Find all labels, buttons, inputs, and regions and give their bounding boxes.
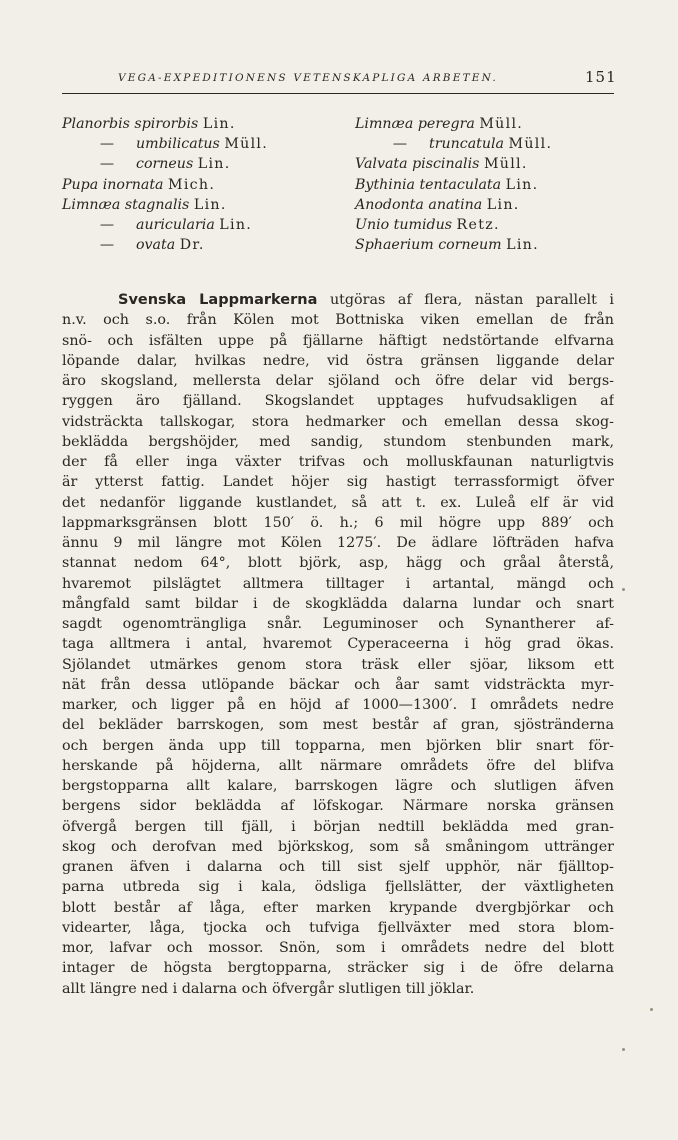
species-list-left: [62, 114, 268, 255]
text-line: öfvergå bergen till fjäll, i början nedtill beklädda med gran-: [62, 818, 614, 835]
species-name: Limnæa stagnalis: [62, 196, 190, 213]
paper-speck: [622, 1048, 625, 1051]
species-name: corneus: [136, 156, 194, 173]
species-author: Lin.: [219, 216, 253, 233]
ditto-dash: —: [99, 136, 115, 153]
text-line: bergstopparna allt kalare, barrskogen lägre och slutligen äfven: [62, 778, 614, 794]
species-author: Lin.: [506, 237, 539, 254]
ditto-dash: —: [99, 156, 115, 173]
species-author: Lin.: [197, 156, 231, 173]
species-entry: [62, 154, 268, 174]
text-line: är ytterst fattig. Landet höjer sig hastigt terrassformigt öfver: [62, 474, 614, 491]
text-line: och bergen ända upp till topparna, men björken blir snart för-: [62, 737, 614, 754]
text-line: sagdt ogenomträngliga snår. Leguminoser och Synantherer af-: [62, 616, 614, 632]
text-line: Sjölandet utmärkes genom stora träsk eller sjöar, liksom ett: [62, 656, 614, 673]
text-line: ryggen äro fjälland. Skogslandet upptages hufvudsakligen af: [62, 393, 614, 410]
species-author: Mich.: [168, 176, 216, 193]
species-author: Müll.: [508, 136, 553, 153]
species-entry: [62, 134, 268, 154]
first-line-text: utgöras af flera, nästan parallelt i: [329, 292, 614, 308]
text-line: beklädda bergshöjder, med sandig, stundom stenbunden mark,: [62, 433, 614, 450]
text-line: blott består af låga, efter marken krypande dvergbjörkar och: [62, 899, 614, 916]
ditto-dash: —: [392, 136, 408, 153]
species-name: ovata: [136, 237, 176, 254]
species-name: auricularia: [136, 216, 215, 233]
text-line: stannat nedom 64°, blott björk, asp, hägg och gråal återstå,: [62, 555, 614, 572]
species-author: Dr.: [179, 237, 205, 254]
species-name: Unio tumidus: [355, 216, 453, 233]
species-entry: [355, 134, 552, 154]
text-line: det nedanför liggande kustlandet, så att t. ex. Luleå elf är vid: [62, 494, 614, 511]
text-line: skog och derofvan med björkskog, som så småningom uttränger: [62, 838, 614, 855]
text-line: nät från dessa utlöpande bäckar och åar samt vidsträckta myr-: [62, 676, 614, 693]
text-line: snö- och isfälten uppe på fjällarne häftigt nedstörtande elfvarna: [62, 332, 614, 349]
species-entry: [62, 235, 268, 255]
species-entry: [355, 154, 552, 174]
text-line: lappmarksgränsen blott 150′ ö. h.; 6 mil högre upp 889′ och: [62, 514, 614, 531]
species-entry: [62, 215, 268, 235]
species-name: Planorbis spirorbis: [62, 116, 199, 132]
species-author: Lin.: [486, 196, 520, 213]
species-entry: [355, 175, 552, 195]
text-line: videarter, låga, tjocka och tufviga fjellväxter med stora blom-: [62, 919, 614, 936]
text-line: parna utbreda sig i kala, ödsliga fjellslätter, der växtligheten: [62, 879, 614, 896]
text-line: granen äfven i dalarna och till sist sjelf upphör, när fjälltop-: [62, 859, 614, 875]
text-line: hvaremot pilslägtet alltmera tilltager i artantal, mängd och: [62, 575, 614, 592]
species-author: Retz.: [456, 216, 500, 233]
text-line: herskande på höjderna, allt närmare områdets öfre del blifva: [62, 757, 614, 774]
paper-speck: [622, 588, 625, 591]
species-author: Müll.: [224, 136, 269, 153]
text-line: der få eller inga växter trifvas och molluskfaunan naturligtvis: [62, 454, 614, 470]
species-author: Müll.: [483, 156, 528, 173]
text-line: äro skogsland, mellersta delar sjöland och öfre delar vid bergs-: [62, 373, 614, 389]
species-entry: [355, 235, 552, 255]
text-line: n.v. och s.o. från Kölen mot Bottniska viken emellan de från: [62, 312, 614, 329]
species-list-right: [355, 114, 552, 255]
species-entry: [62, 195, 268, 215]
species-name: truncatula: [429, 136, 504, 153]
paper-speck: [650, 1008, 653, 1011]
section-heading: Svenska Lappmarkerna: [118, 292, 318, 308]
species-entry: [62, 114, 268, 134]
text-line: del bekläder barrskogen, som mest består af gran, sjöstränderna: [62, 717, 614, 734]
ditto-dash: —: [99, 237, 115, 254]
text-line: mångfald samt bildar i de skogklädda dalarna lundar och snart: [62, 595, 614, 612]
paragraph-first-line: [62, 290, 614, 310]
species-author: Müll.: [479, 116, 524, 132]
text-line: löpande dalar, hvilkas nedre, vid östra gränsen liggande delar: [62, 352, 614, 369]
species-author: Lin.: [193, 196, 227, 213]
header-rule: [62, 93, 614, 94]
species-name: Sphaerium corneum: [355, 237, 502, 254]
species-name: Valvata piscinalis: [355, 156, 480, 173]
species-entry: [62, 175, 268, 195]
species-entry: [355, 195, 552, 215]
ditto-dash: —: [99, 216, 115, 233]
text-line: mor, lafvar och mossor. Snön, som i områdets nedre del blott: [62, 940, 614, 956]
species-author: Lin.: [202, 116, 236, 132]
text-line: ännu 9 mil längre mot Kölen 1275′. De ädlare löfträden hafva: [62, 535, 614, 551]
species-name: umbilicatus: [136, 136, 220, 153]
species-name: Pupa inornata: [62, 176, 164, 193]
species-name: Limnæa peregra: [355, 116, 475, 132]
running-header: VEGA-EXPEDITIONENS VETENSKAPLIGA ARBETEN.: [118, 72, 498, 84]
species-entry: [355, 215, 552, 235]
text-line: allt längre ned i dalarna och öfvergår slutligen till jöklar.: [62, 980, 475, 997]
text-line: marker, och ligger på en höjd af 1000—1300′. I områdets nedre: [62, 697, 614, 713]
species-author: Lin.: [505, 176, 539, 193]
text-line: bergens sidor beklädda af löfskogar. Närmare norska gränsen: [62, 798, 614, 815]
body-paragraph: [62, 290, 614, 999]
page-number: 151: [585, 68, 617, 86]
text-line: intager de högsta bergtopparna, sträcker sig i de öfre delarna: [62, 960, 614, 977]
species-entry: [355, 114, 552, 134]
text-line: vidsträckta tallskogar, stora hedmarker och emellan dessa skog-: [62, 413, 614, 430]
species-name: Anodonta anatina: [355, 196, 483, 213]
species-name: Bythinia tentaculata: [355, 176, 502, 193]
text-line: taga alltmera i antal, hvaremot Cyperaceerna i hög grad ökas.: [62, 636, 614, 653]
